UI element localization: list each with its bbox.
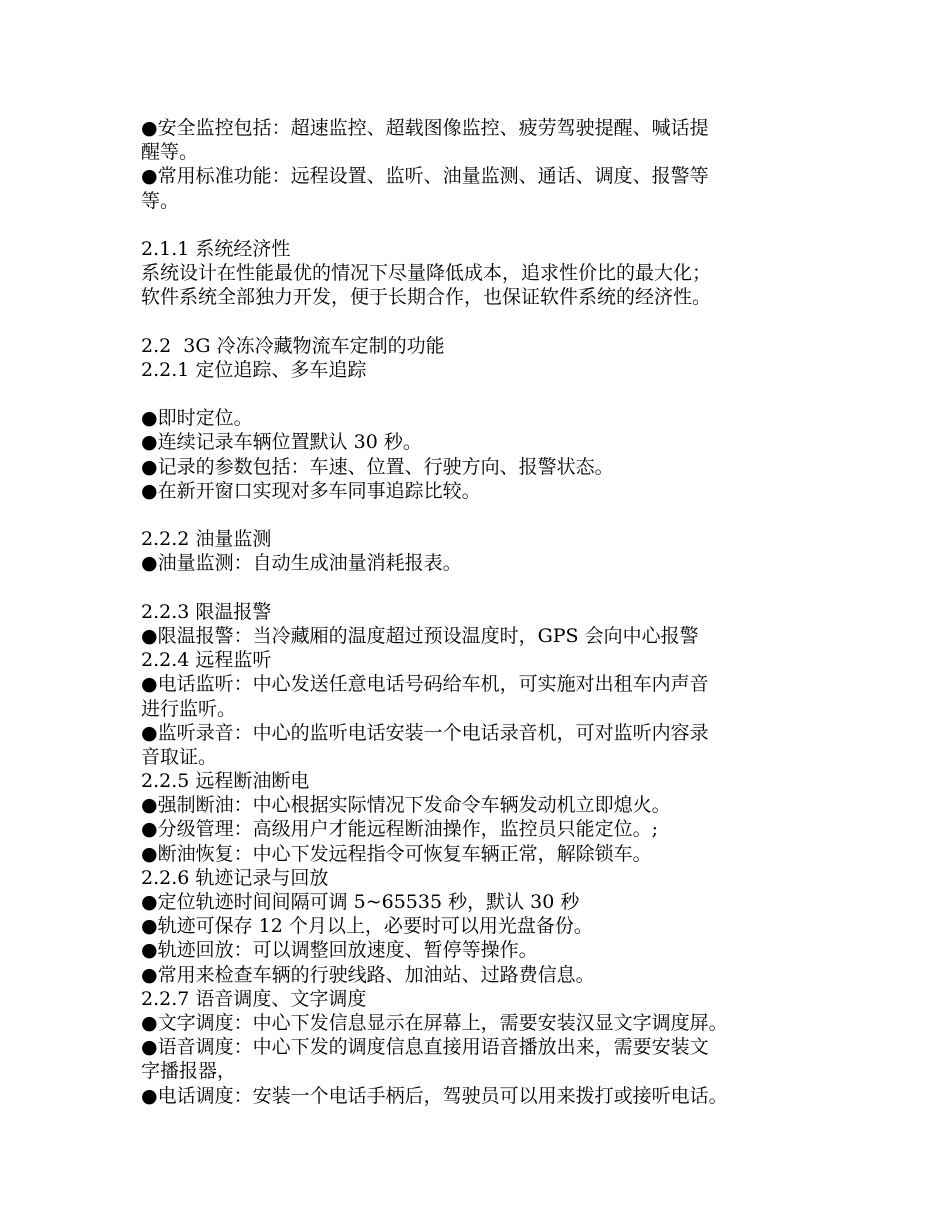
blank-line	[141, 310, 821, 334]
text-line: ●记录的参数包括：车速、位置、行驶方向、报警状态。	[141, 455, 614, 478]
text-line: 2.2.7 语音调度、文字调度	[141, 987, 367, 1010]
text-line: 系统设计在性能最优的情况下尽量降低成本，追求性价比的最大化；	[141, 262, 712, 285]
text-line: ●电话监听：中心发送任意电话号码给车机，可实施对出租车内声音	[141, 673, 709, 696]
text-line: ●文字调度：中心下发信息显示在屏幕上，需要安装汉显文字调度屏。	[141, 1011, 728, 1034]
text-line: 等。	[141, 189, 180, 212]
text-line: ●油量监测：自动生成油量消耗报表。	[141, 552, 462, 575]
blank-line	[141, 213, 821, 237]
blank-line	[141, 503, 821, 527]
text-line: 2.2.4 远程监听	[141, 649, 272, 672]
text-line: ●轨迹可保存 12 个月以上，必要时可以用光盘备份。	[141, 915, 593, 938]
blank-line	[141, 576, 821, 600]
text-line: ●断油恢复：中心下发远程指令可恢复车辆正常，解除锁车。	[141, 842, 652, 865]
text-line: 2.2.1 定位追踪、多车追踪	[141, 358, 367, 381]
text-line: 音取证。	[141, 745, 218, 768]
text-line: 2.1.1 系统经济性	[141, 237, 291, 260]
text-line: ●安全监控包括：超速监控、超载图像监控、疲劳驾驶提醒、喊话提	[141, 117, 709, 139]
blank-line	[141, 382, 821, 406]
text-line: ●常用标准功能：远程设置、监听、油量监测、通话、调度、报警等	[141, 165, 709, 188]
text-line: ●监听录音：中心的监听电话安装一个电话录音机，可对监听内容录	[141, 721, 709, 744]
text-line: 醒等。	[141, 141, 199, 164]
text-line: ●连续记录车辆位置默认 30 秒。	[141, 431, 422, 454]
text-line: ●轨迹回放：可以调整回放速度、暂停等操作。	[141, 939, 538, 962]
text-line: ●语音调度：中心下发的调度信息直接用语音播放出来，需要安装文	[141, 1036, 709, 1059]
text-line: ●常用来检查车辆的行驶线路、加油站、过路费信息。	[141, 963, 595, 986]
text-line: ●电话调度：安装一个电话手柄后，驾驶员可以用来拨打或接听电话。	[141, 1084, 728, 1107]
text-line: 2.2.3 限温报警	[141, 600, 272, 623]
text-line: ●在新开窗口实现对多车同事追踪比较。	[141, 479, 481, 502]
text-line: ●即时定位。	[141, 407, 253, 430]
text-line: 2.2 3G 冷冻冷藏物流车定制的功能	[141, 334, 445, 357]
text-line: ●限温报警：当冷藏厢的温度超过预设温度时，GPS 会向中心报警	[141, 624, 699, 647]
text-line: 进行监听。	[141, 697, 237, 720]
text-line: ●分级管理：高级用户才能远程断油操作，监控员只能定位。;	[141, 818, 658, 841]
text-line: ●强制断油：中心根据实际情况下发命令车辆发动机立即熄火。	[141, 794, 671, 817]
text-line: 2.2.5 远程断油断电	[141, 770, 310, 793]
text-line: 字播报器，	[141, 1060, 237, 1083]
text-line: 软件系统全部独力开发，便于长期合作，也保证软件系统的经济性。	[141, 286, 712, 309]
text-line: 2.2.6 轨迹记录与回放	[141, 866, 329, 889]
document-body	[141, 116, 821, 1108]
text-line: 2.2.2 油量监测	[141, 528, 272, 551]
text-line: ●定位轨迹时间间隔可调 5~65535 秒，默认 30 秒	[141, 891, 580, 913]
